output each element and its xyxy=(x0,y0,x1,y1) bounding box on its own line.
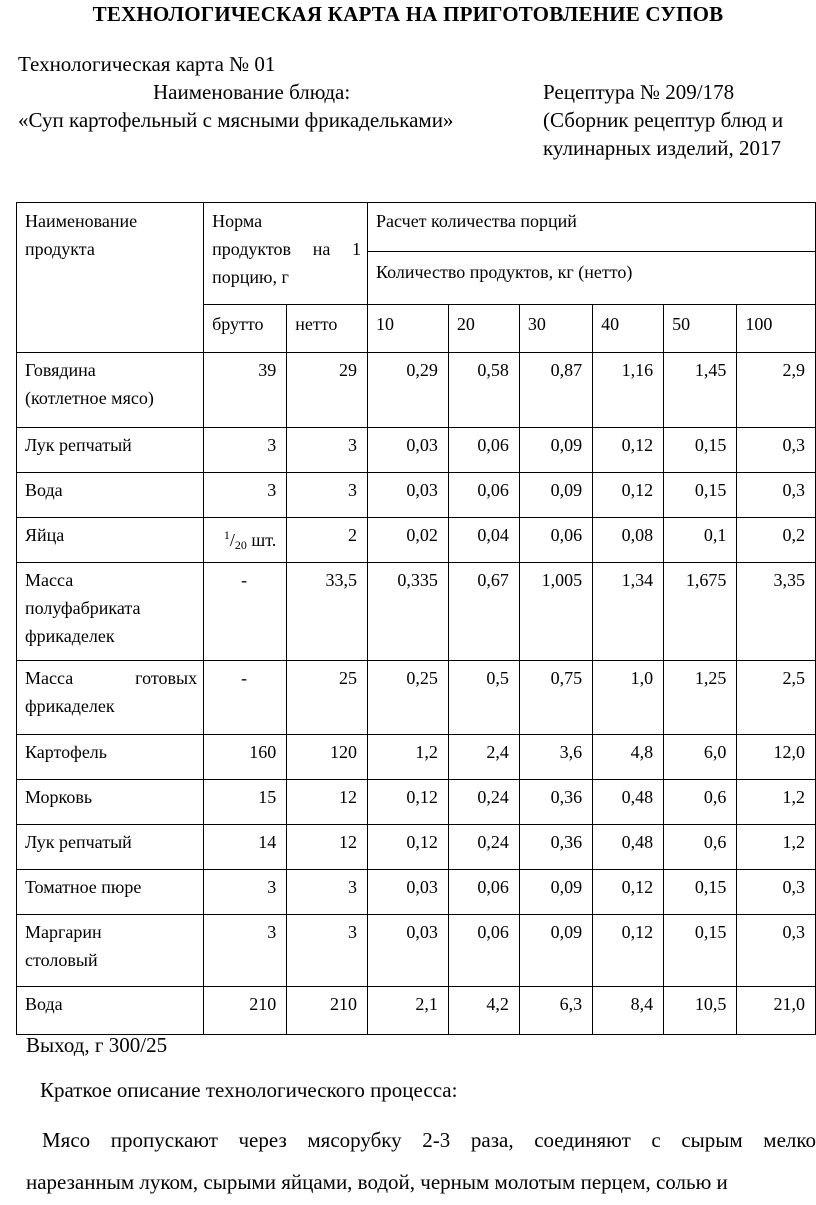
qty-value: 0,2 xyxy=(737,518,816,563)
product-name: Морковь xyxy=(17,780,204,825)
table-row xyxy=(17,825,816,870)
qty-value: 0,67 xyxy=(448,563,519,661)
header-calc: Расчет количества порций xyxy=(368,203,816,252)
qty-value: 0,3 xyxy=(737,870,816,915)
gross-value: - xyxy=(204,661,287,735)
qty-value: 6,3 xyxy=(519,987,592,1035)
header-portion: 20 xyxy=(448,305,519,353)
recipe-source-line1: (Сборник рецептур блюд и xyxy=(543,108,784,132)
gross-value: - xyxy=(204,563,287,661)
qty-value: 1,16 xyxy=(593,353,664,428)
qty-value: 3,35 xyxy=(737,563,816,661)
table-row xyxy=(17,518,816,563)
qty-value: 1,2 xyxy=(368,735,449,780)
table-row xyxy=(17,661,816,735)
qty-value: 0,08 xyxy=(593,518,664,563)
product-name: Вода xyxy=(17,987,204,1035)
table-row xyxy=(17,735,816,780)
table-row xyxy=(17,353,816,428)
qty-value: 21,0 xyxy=(737,987,816,1035)
header-norm: Норма продуктов на 1 порцию, г xyxy=(204,203,368,305)
net-value: 2 xyxy=(287,518,368,563)
qty-value: 0,29 xyxy=(368,353,449,428)
qty-value: 0,25 xyxy=(368,661,449,735)
qty-value: 0,24 xyxy=(448,780,519,825)
qty-value: 2,9 xyxy=(737,353,816,428)
qty-value: 0,06 xyxy=(448,473,519,518)
process-description xyxy=(26,1119,816,1203)
net-value: 33,5 xyxy=(287,563,368,661)
qty-value: 0,6 xyxy=(664,780,737,825)
qty-value: 1,2 xyxy=(737,825,816,870)
qty-value: 3,6 xyxy=(519,735,592,780)
qty-value: 0,12 xyxy=(593,915,664,987)
qty-value: 0,15 xyxy=(664,870,737,915)
gross-value: 14 xyxy=(204,825,287,870)
gross-value: 3 xyxy=(204,428,287,473)
product-name: Маргарин столовый xyxy=(17,915,204,987)
header-gross: брутто xyxy=(204,305,287,353)
qty-value: 0,02 xyxy=(368,518,449,563)
qty-value: 0,12 xyxy=(593,473,664,518)
net-value: 120 xyxy=(287,735,368,780)
description-line: Мясо пропускают через мясорубку 2-3 раза, соединяют с сырым мелко xyxy=(42,1128,816,1152)
product-name: Масса полуфабриката фрикаделек xyxy=(17,563,204,661)
qty-value: 2,5 xyxy=(737,661,816,735)
page-title: ТЕХНОЛОГИЧЕСКАЯ КАРТА НА ПРИГОТОВЛЕНИЕ СУПОВ xyxy=(92,2,724,26)
qty-value: 1,675 xyxy=(664,563,737,661)
product-name: Вода xyxy=(17,473,204,518)
qty-value: 1,2 xyxy=(737,780,816,825)
net-value: 3 xyxy=(287,915,368,987)
qty-value: 1,25 xyxy=(664,661,737,735)
qty-value: 10,5 xyxy=(664,987,737,1035)
qty-value: 0,3 xyxy=(737,428,816,473)
process-description-title: Краткое описание технологического процесса: xyxy=(40,1078,458,1102)
header-portion: 10 xyxy=(368,305,449,353)
table-row xyxy=(17,915,816,987)
product-name: Лук репчатый xyxy=(17,428,204,473)
qty-value: 2,1 xyxy=(368,987,449,1035)
qty-value: 0,58 xyxy=(448,353,519,428)
qty-value: 0,09 xyxy=(519,870,592,915)
qty-value: 0,03 xyxy=(368,915,449,987)
header-qty: Количество продуктов, кг (нетто) xyxy=(368,252,816,305)
qty-value: 0,12 xyxy=(593,428,664,473)
product-name: Лук репчатый xyxy=(17,825,204,870)
net-value: 210 xyxy=(287,987,368,1035)
qty-value: 0,06 xyxy=(448,870,519,915)
header-net: нетто xyxy=(287,305,368,353)
product-name: Масса готовых фрикаделек xyxy=(17,661,204,735)
net-value: 29 xyxy=(287,353,368,428)
dish-name: «Суп картофельный с мясными фрикадельками» xyxy=(18,108,454,132)
qty-value: 0,03 xyxy=(368,870,449,915)
qty-value: 0,15 xyxy=(664,428,737,473)
qty-value: 0,87 xyxy=(519,353,592,428)
qty-value: 0,12 xyxy=(368,780,449,825)
gross-value: 160 xyxy=(204,735,287,780)
qty-value: 1,005 xyxy=(519,563,592,661)
qty-value: 0,03 xyxy=(368,473,449,518)
qty-value: 0,12 xyxy=(593,870,664,915)
card-number: Технологическая карта № 01 xyxy=(18,52,276,76)
qty-value: 0,15 xyxy=(664,473,737,518)
qty-value: 0,24 xyxy=(448,825,519,870)
gross-value: $^1/_{20}$ шт. xyxy=(204,518,287,563)
table-row xyxy=(17,428,816,473)
recipe-table xyxy=(16,202,816,1035)
product-name: Говядина (котлетное мясо) xyxy=(17,353,204,428)
qty-value: 0,75 xyxy=(519,661,592,735)
qty-value: 0,1 xyxy=(664,518,737,563)
qty-value: 0,06 xyxy=(448,428,519,473)
table-row xyxy=(17,987,816,1035)
header-portion: 50 xyxy=(664,305,737,353)
gross-value: 3 xyxy=(204,473,287,518)
gross-value: 39 xyxy=(204,353,287,428)
net-value: 3 xyxy=(287,428,368,473)
qty-value: 0,15 xyxy=(664,915,737,987)
header-portion: 40 xyxy=(593,305,664,353)
product-name: Яйца xyxy=(17,518,204,563)
qty-value: 0,06 xyxy=(519,518,592,563)
qty-value: 0,12 xyxy=(368,825,449,870)
qty-value: 0,6 xyxy=(664,825,737,870)
recipe-number: Рецептура № 209/178 xyxy=(543,80,735,104)
qty-value: 0,36 xyxy=(519,780,592,825)
qty-value: 0,06 xyxy=(448,915,519,987)
net-value: 12 xyxy=(287,825,368,870)
qty-value: 0,48 xyxy=(593,780,664,825)
qty-value: 1,34 xyxy=(593,563,664,661)
description-line: нарезанным луком, сырыми яйцами, водой, черным молотым перцем, солью и xyxy=(26,1170,728,1194)
header-product: Наименование продукта xyxy=(17,203,204,353)
gross-value: 3 xyxy=(204,915,287,987)
qty-value: 0,3 xyxy=(737,915,816,987)
table-row xyxy=(17,473,816,518)
net-value: 12 xyxy=(287,780,368,825)
gross-value: 15 xyxy=(204,780,287,825)
qty-value: 1,45 xyxy=(664,353,737,428)
qty-value: 8,4 xyxy=(593,987,664,1035)
recipe-source-line2: кулинарных изделий, 2017 xyxy=(543,136,781,160)
table-row xyxy=(17,780,816,825)
table-row xyxy=(17,870,816,915)
qty-value: 6,0 xyxy=(664,735,737,780)
qty-value: 0,335 xyxy=(368,563,449,661)
qty-value: 0,03 xyxy=(368,428,449,473)
table-row xyxy=(17,563,816,661)
qty-value: 12,0 xyxy=(737,735,816,780)
qty-value: 4,2 xyxy=(448,987,519,1035)
qty-value: 0,48 xyxy=(593,825,664,870)
qty-value: 0,09 xyxy=(519,915,592,987)
net-value: 25 xyxy=(287,661,368,735)
qty-value: 2,4 xyxy=(448,735,519,780)
qty-value: 1,0 xyxy=(593,661,664,735)
qty-value: 4,8 xyxy=(593,735,664,780)
gross-value: 210 xyxy=(204,987,287,1035)
product-name: Томатное пюре xyxy=(17,870,204,915)
yield-output: Выход, г 300/25 xyxy=(26,1033,168,1057)
dish-label: Наименование блюда: xyxy=(153,80,351,104)
qty-value: 0,3 xyxy=(737,473,816,518)
net-value: 3 xyxy=(287,870,368,915)
header-portion: 30 xyxy=(519,305,592,353)
qty-value: 0,09 xyxy=(519,428,592,473)
product-name: Картофель xyxy=(17,735,204,780)
header-portion: 100 xyxy=(737,305,816,353)
qty-value: 0,09 xyxy=(519,473,592,518)
gross-value: 3 xyxy=(204,870,287,915)
qty-value: 0,36 xyxy=(519,825,592,870)
qty-value: 0,5 xyxy=(448,661,519,735)
qty-value: 0,04 xyxy=(448,518,519,563)
net-value: 3 xyxy=(287,473,368,518)
